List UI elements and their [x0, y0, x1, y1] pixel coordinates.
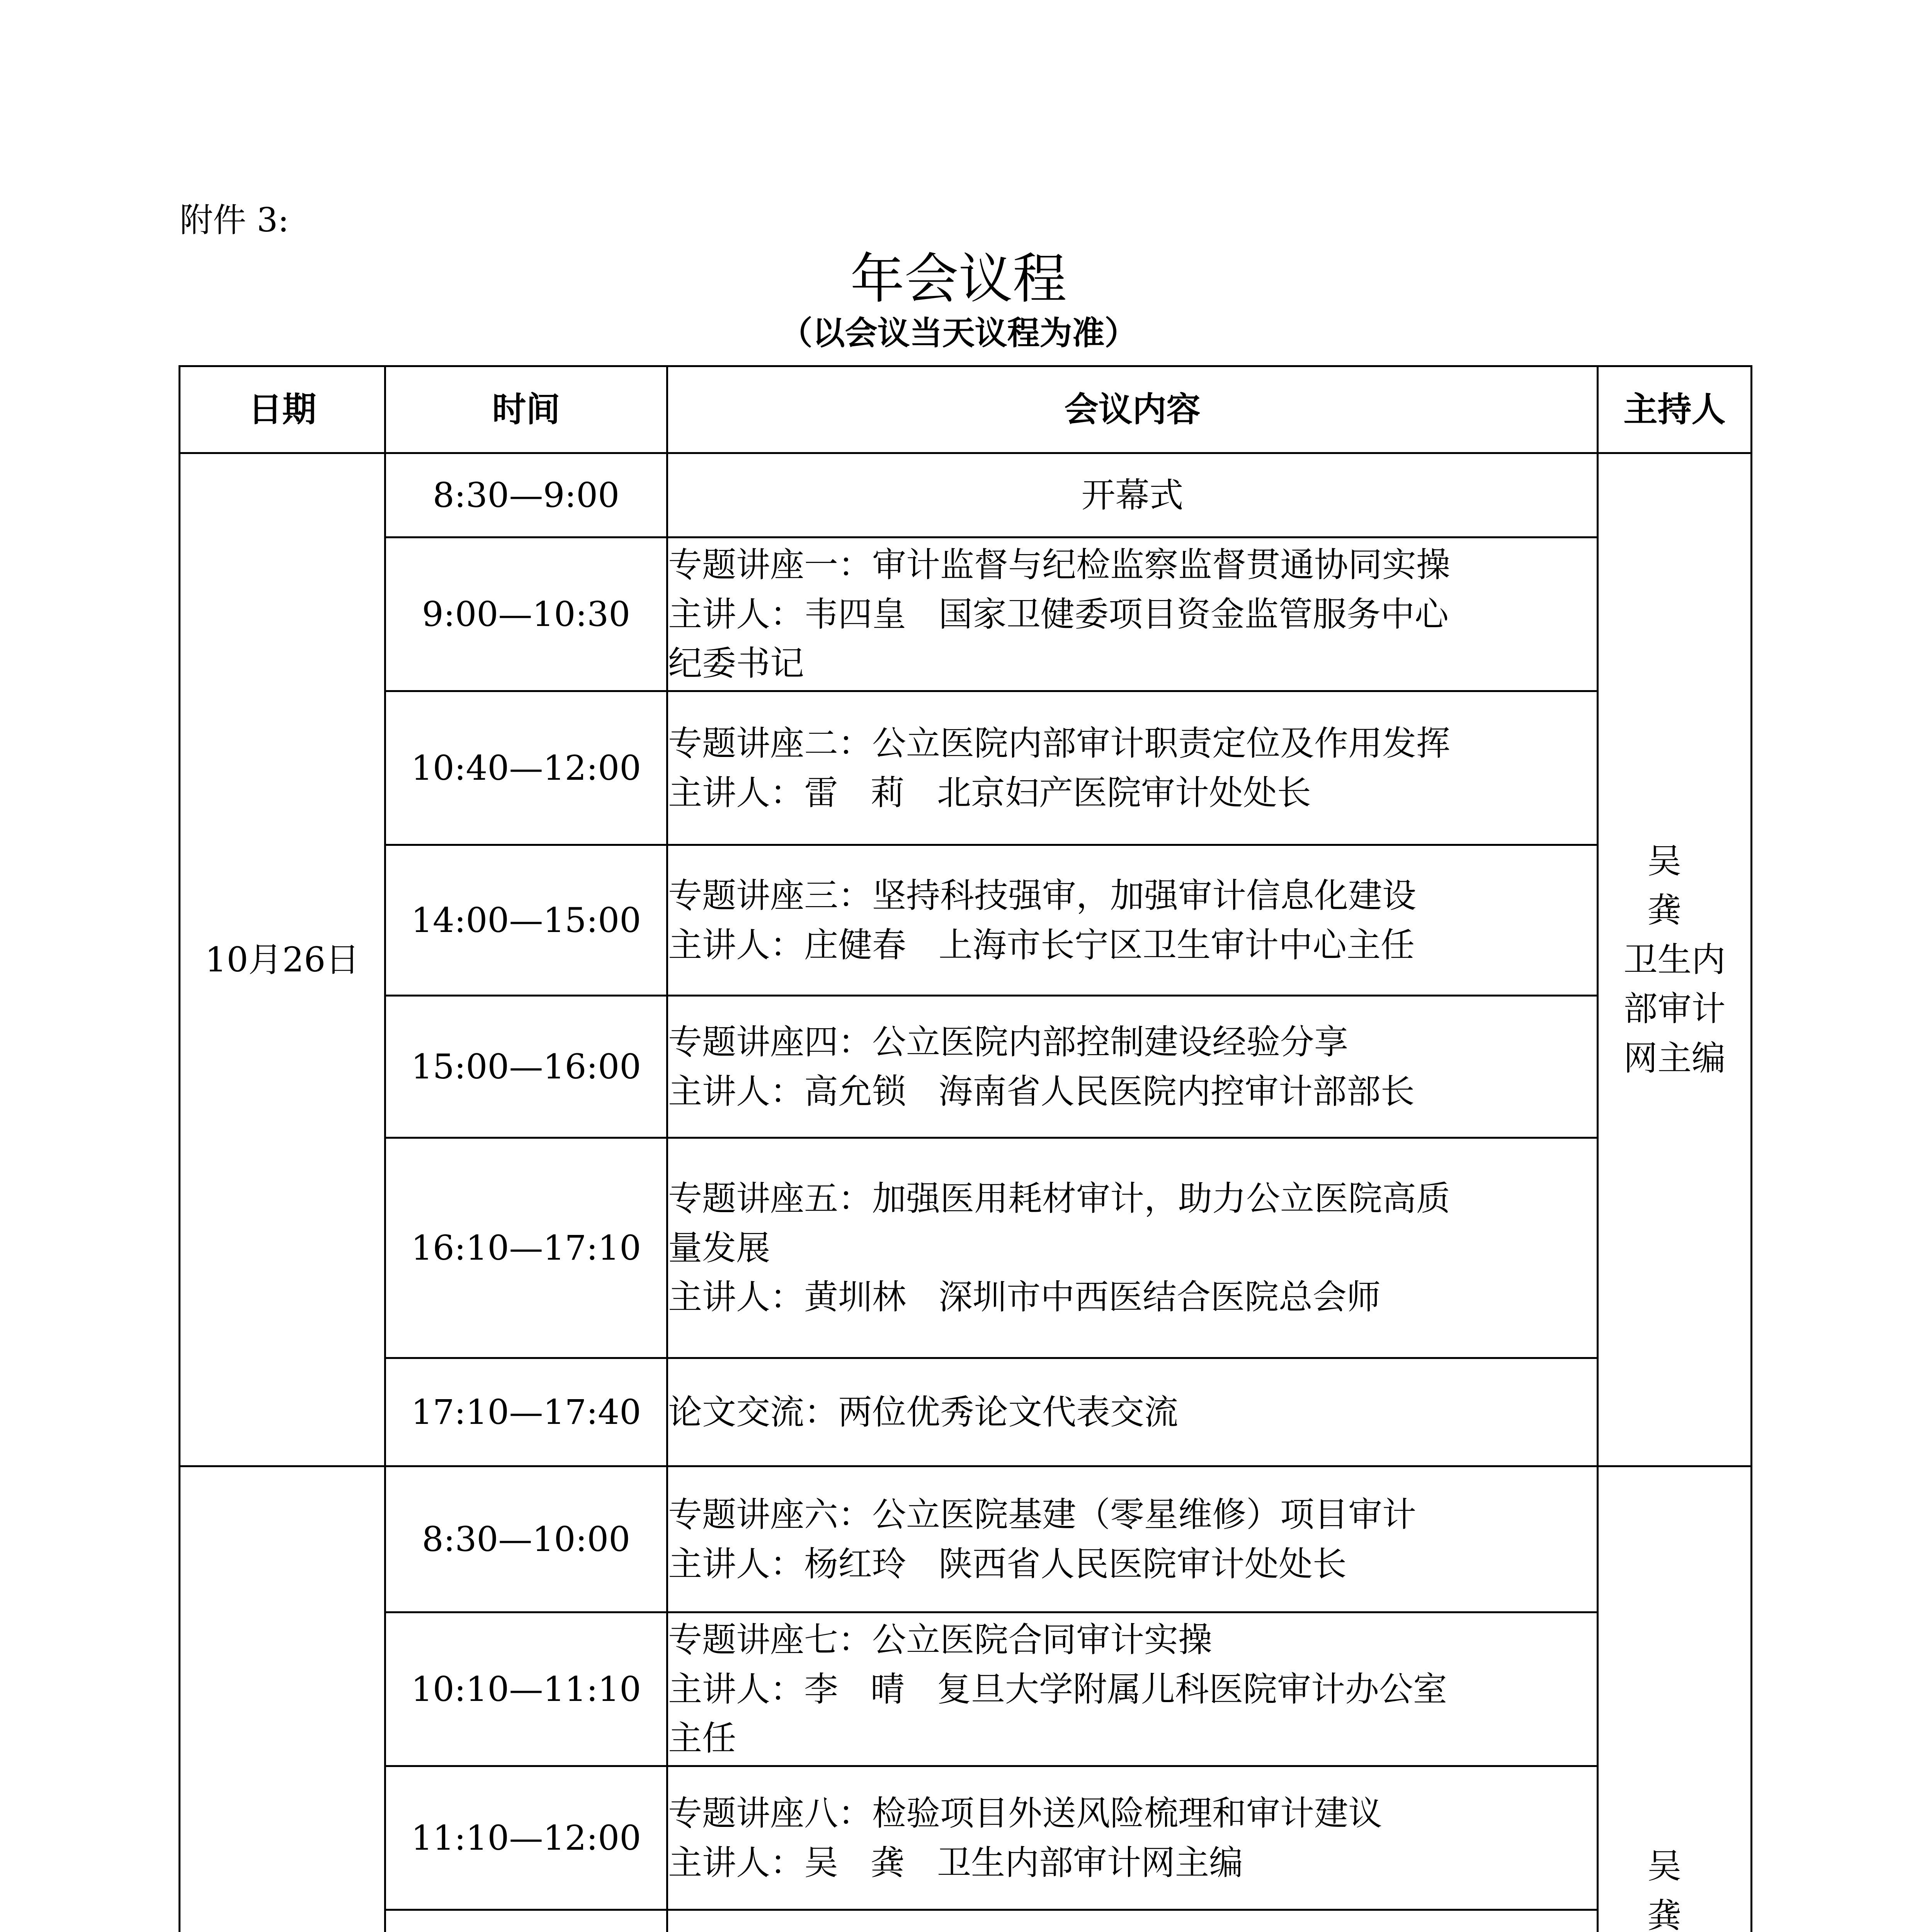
content-line: 主讲人：庄健春 上海市长宁区卫生审计中心主任	[668, 925, 1415, 965]
table-row	[180, 996, 1752, 1138]
content-cell	[667, 845, 1598, 996]
content-line: 主任	[668, 1718, 737, 1759]
table-row	[180, 1138, 1752, 1358]
time-cell	[385, 1910, 667, 1932]
content-line: 主讲人：高允锁 海南省人民医院内控审计部部长	[668, 1071, 1415, 1111]
content-line: 主讲人：李 晴 复旦大学附属儿科医院审计办公室	[668, 1669, 1447, 1709]
content-line: 主讲人：韦四皇 国家卫健委项目资金监管服务中心	[668, 594, 1449, 634]
host-title-line: 网主编	[1623, 1038, 1726, 1078]
content-cell	[667, 691, 1598, 845]
header-row	[180, 366, 1752, 453]
agenda-table	[179, 365, 1764, 1932]
time-cell: 9:00—10:30	[385, 537, 667, 691]
content-line: 专题讲座四：公立医院内部控制建设经验分享	[668, 1022, 1349, 1062]
time-cell: 10:40—12:00	[385, 691, 667, 845]
table-row	[180, 1466, 1752, 1612]
content-cell	[667, 1612, 1598, 1766]
content-line: 开幕式	[1081, 475, 1184, 515]
content-cell	[667, 537, 1598, 691]
content-line: 专题讲座五：加强医用耗材审计，助力公立医院高质	[668, 1179, 1451, 1219]
table-row	[180, 537, 1752, 691]
date-cell: 10月26日	[180, 453, 385, 1466]
table-row	[180, 1612, 1752, 1766]
host-title-line: 部审计	[1623, 989, 1726, 1029]
header-date: 日期	[180, 366, 385, 453]
time-cell: 15:00—16:00	[385, 996, 667, 1138]
table-row	[180, 453, 1752, 537]
time-cell: 14:00—15:00	[385, 845, 667, 996]
time-cell: 11:10—12:00	[385, 1766, 667, 1910]
content-cell	[667, 1358, 1598, 1466]
content-line: 量发展	[668, 1228, 771, 1268]
content-line: 主讲人：雷 莉 北京妇产医院审计处处长	[668, 772, 1311, 813]
content-line: 纪委书记	[668, 643, 805, 684]
content-line: 专题讲座二：公立医院内部审计职责定位及作用发挥	[668, 723, 1451, 763]
content-cell	[667, 1138, 1598, 1358]
content-line: 主讲人：黄圳林 深圳市中西医结合医院总会师	[668, 1277, 1381, 1317]
host-name: 吴 龚	[1647, 1846, 1764, 1932]
content-cell	[667, 1910, 1598, 1932]
content-line: 论文交流：两位优秀论文代表交流	[668, 1392, 1179, 1432]
attachment-label: 附件 3:	[180, 201, 289, 240]
header-time: 时间	[385, 366, 667, 453]
content-cell	[667, 453, 1598, 537]
page-title: 年会议程	[850, 248, 1067, 311]
time-cell: 8:30—9:00	[385, 453, 667, 537]
date-cell	[180, 1466, 385, 1932]
table-row	[180, 845, 1752, 996]
agenda-body	[180, 453, 1764, 1932]
content-line: 专题讲座八：检验项目外送风险梳理和审计建议	[668, 1793, 1383, 1833]
content-line: 专题讲座七：公立医院合同审计实操	[668, 1620, 1213, 1660]
content-cell	[667, 1466, 1598, 1612]
content-line: 主讲人：吴 龚 卫生内部审计网主编	[668, 1842, 1243, 1883]
page-subtitle: （以会议当天议程为准）	[780, 314, 1137, 352]
content-line: 专题讲座三：坚持科技强审，加强审计信息化建设	[668, 875, 1417, 915]
table-row	[180, 1766, 1752, 1910]
time-cell: 17:10—17:40	[385, 1358, 667, 1466]
content-line: 主讲人：杨红玲 陕西省人民医院审计处处长	[668, 1544, 1347, 1584]
time-cell: 16:10—17:10	[385, 1138, 667, 1358]
host-title-line: 卫生内	[1623, 939, 1726, 980]
host-name: 吴 龚	[1647, 841, 1764, 930]
table-row	[180, 1910, 1752, 1932]
table-row	[180, 1358, 1752, 1466]
time-cell: 8:30—10:00	[385, 1466, 667, 1612]
time-cell: 10:10—11:10	[385, 1612, 667, 1766]
header-content: 会议内容	[667, 366, 1598, 453]
host-cell	[1598, 1466, 1764, 1932]
content-line: 专题讲座六：公立医院基建（零星维修）项目审计	[668, 1494, 1417, 1534]
content-cell	[667, 1766, 1598, 1910]
header-host: 主持人	[1598, 366, 1752, 453]
content-line: 专题讲座一：审计监督与纪检监察监督贯通协同实操	[668, 545, 1451, 585]
table-row	[180, 691, 1752, 845]
host-cell	[1598, 453, 1764, 1466]
content-cell	[667, 996, 1598, 1138]
